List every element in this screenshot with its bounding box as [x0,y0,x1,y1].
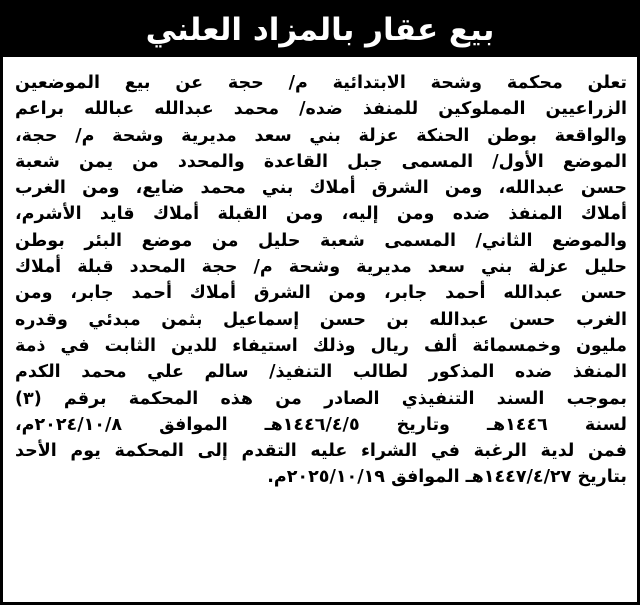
notice-line-6: أملاك المنفذ ضده ومن إليه، ومن القبلة أملاك قايد الأشرم، [15,204,627,225]
notice-line-3: والواقعة بوطن الحنكة عزلة بني سعد مديرية وشحة م/ حجة، [15,125,627,146]
notice-line-12: المنفذ ضده المذكور لطالب التنفيذ/ سالم علي محمد الكدم [15,362,627,383]
notice-line-7: والموضع الثاني/ المسمى شعبة حليل من موضع البئر بوطن [15,230,627,251]
notice-line-2: الزراعيين المملوكين للمنفذ ضده/ محمد عبدالله عبالله براعم [15,99,627,120]
notice-line-10: الغرب حسن عبدالله بن حسن إسماعيل بثمن مبدئي وقدره [15,309,627,330]
notice-line-5: حسن عبدالله، ومن الشرق أملاك بني محمد ضايع، ومن الغرب [15,178,627,199]
notice-line-11: مليون وخمسمائة ألف ريال وذلك استيفاء للدين الثابت في ذمة [15,335,627,356]
notice-body [15,70,627,491]
notice-title: بيع عقار بالمزاد العلني [145,11,495,48]
notice-line-9: حسن عبدالله أحمد جابر، ومن الشرق أملاك أحمد جابر، ومن [15,283,627,304]
title-bar [3,3,637,57]
notice-line-13: بموجب السند التنفيذي الصادر من هذه المحكمة برقم (٣) [15,388,627,409]
notice-line-8: حليل عزلة بني سعد مديرية وشحة م/ حجة المحدد قبلة أملاك [15,257,627,278]
notice-line-14: لسنة ١٤٤٦هـ وتاريخ ١٤٤٦/٤/٥هـ الموافق ٢٠٢٤/١٠/٨م، [15,414,627,435]
notice-line-15: فمن لدية الرغبة في الشراء عليه التقدم إلى المحكمة يوم الأحد [15,441,627,462]
notice-line-1: تعلن محكمة وشحة الابتدائية م/ حجة عن بيع الموضعين [15,73,627,93]
notice-line-4: الموضع الأول/ المسمى جبل القاعدة والمحدد من يمن شعبة [15,151,627,172]
notice-line-16: بتاريخ ١٤٤٧/٤/٢٧هـ الموافق ٢٠٢٥/١٠/١٩م. [267,467,627,488]
